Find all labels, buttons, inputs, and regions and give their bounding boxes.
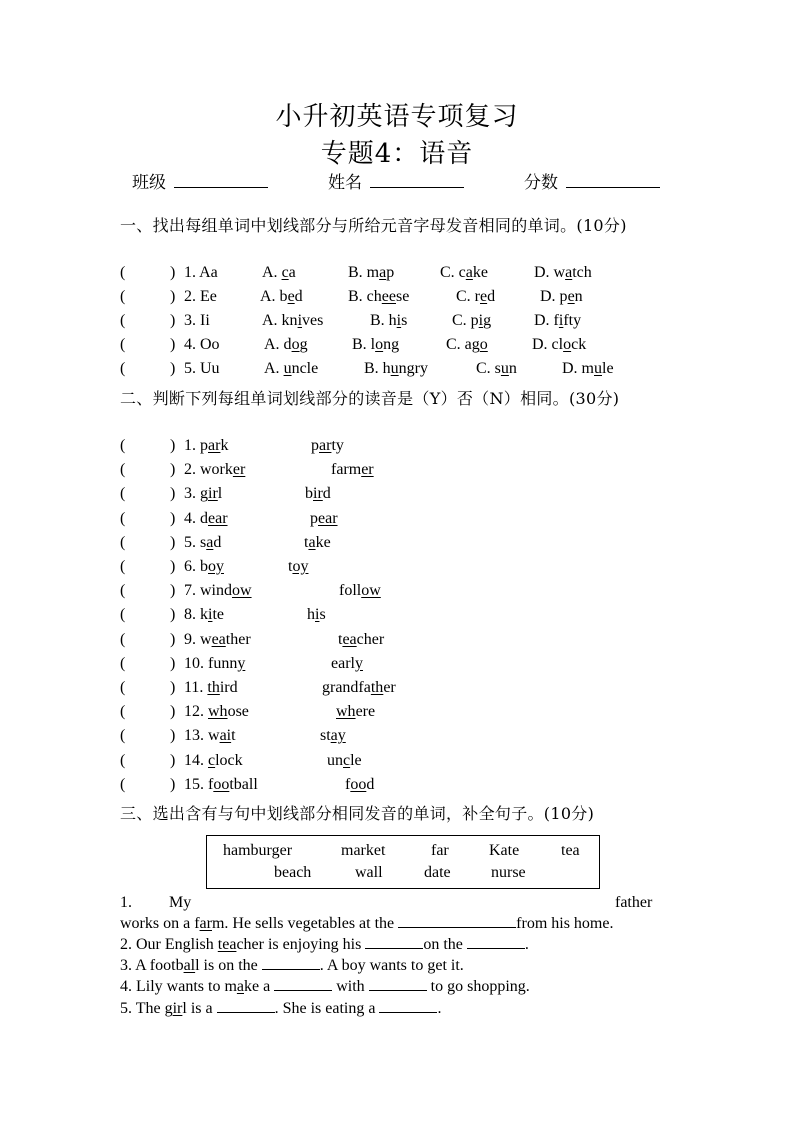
answer-paren-open[interactable]: (: [120, 606, 126, 624]
answer-paren-close: ): [170, 775, 176, 793]
compare-word: farmer: [331, 461, 374, 479]
option-b: B. his: [370, 312, 408, 329]
name-blank[interactable]: [370, 173, 464, 188]
answer-paren-close: ): [170, 558, 176, 575]
score-label: 分数: [524, 173, 558, 193]
answer-paren-open[interactable]: (: [120, 533, 126, 551]
answer-paren-open[interactable]: (: [120, 437, 126, 454]
compare-word: early: [331, 654, 363, 672]
option-c: C. pig: [452, 312, 492, 329]
answer-blank[interactable]: [365, 934, 423, 949]
answer-blank[interactable]: [379, 998, 437, 1013]
part2-question: [120, 631, 720, 655]
answer-paren-open[interactable]: (: [120, 630, 126, 648]
question-number: 5. sad: [184, 533, 222, 551]
compare-word: grandfather: [322, 679, 396, 696]
part3-heading: 三、选出含有与句中划线部分相同发音的单词，补全句子。(10分): [120, 804, 595, 823]
part2-heading: 二、判断下列每组单词划线部分的读音是（Y）否（N）相同。(30分): [120, 389, 620, 408]
sentence-5: 5. The girl is a . She is eating a .: [120, 1000, 442, 1017]
word-bank-item: market: [341, 842, 386, 859]
word-bank-item: hamburger: [223, 842, 293, 859]
question-number: 6. boy: [184, 558, 224, 575]
option-b: B. hungry: [364, 360, 428, 377]
question-number: 8. kite: [184, 606, 224, 624]
answer-paren-open[interactable]: (: [120, 679, 126, 696]
page-subtitle: 专题4：语音: [320, 139, 474, 169]
part2-question: [120, 727, 720, 751]
answer-paren-open[interactable]: (: [120, 360, 126, 377]
compare-word: party: [311, 437, 344, 454]
question-number: 1. Aa: [184, 264, 218, 281]
sentence-1-cont: works on a farm. He sells vegetables at the from his home.: [120, 915, 614, 932]
question-number: 12. whose: [184, 703, 249, 721]
part1-heading: 一、找出每组单词中划线部分与所给元音字母发音相同的单词。(10分): [120, 216, 627, 235]
question-number: 15. football: [184, 775, 258, 793]
part2-question: [120, 655, 720, 679]
part1-question: [120, 336, 720, 360]
answer-paren-close: ): [170, 751, 176, 769]
option-b: B. long: [352, 336, 400, 353]
score-blank[interactable]: [566, 173, 660, 188]
answer-paren-open[interactable]: (: [120, 485, 126, 503]
student-info-row: [0, 168, 794, 192]
answer-paren-close: ): [170, 727, 176, 745]
word-bank-item: tea: [561, 842, 580, 859]
sentence-1: 1. My father: [120, 894, 653, 911]
part2-question: [120, 776, 720, 800]
question-number: 13. wait: [184, 727, 236, 745]
part2-question: [120, 606, 720, 630]
answer-paren-close: ): [170, 582, 176, 600]
answer-paren-close: ): [170, 288, 176, 305]
answer-paren-open[interactable]: (: [120, 751, 126, 769]
question-number: 1. park: [184, 437, 229, 454]
question-number: 4. Oo: [184, 336, 220, 353]
word-bank-item: nurse: [491, 864, 526, 881]
compare-word: uncle: [327, 751, 362, 769]
question-number: 9. weather: [184, 630, 251, 648]
answer-paren-open[interactable]: (: [120, 582, 126, 600]
part2-question: [120, 752, 720, 776]
sentence-3: 3. A football is on the . A boy wants to get it.: [120, 957, 464, 974]
sentence-2: 2. Our English teacher is enjoying his on the .: [120, 936, 529, 953]
option-c: C. ago: [446, 336, 488, 353]
question-number: 4. dear: [184, 509, 228, 527]
answer-paren-close: ): [170, 485, 176, 503]
question-number: 3. girl: [184, 485, 223, 503]
answer-paren-close: ): [170, 437, 176, 454]
question-number: 14. clock: [184, 751, 243, 769]
answer-paren-close: ): [170, 461, 176, 479]
answer-blank[interactable]: [398, 913, 516, 928]
answer-paren-close: ): [170, 703, 176, 721]
class-blank[interactable]: [174, 173, 268, 188]
option-a: A. dog: [264, 336, 308, 353]
part1-question: [120, 264, 720, 288]
answer-blank[interactable]: [217, 998, 275, 1013]
part2-question: [120, 510, 720, 534]
class-label: 班级: [132, 173, 166, 193]
question-number: 2. worker: [184, 461, 246, 479]
answer-paren-close: ): [170, 630, 176, 648]
question-number: 10. funny: [184, 654, 246, 672]
answer-paren-open[interactable]: (: [120, 288, 126, 305]
answer-paren-open[interactable]: (: [120, 775, 126, 793]
part2-question: [120, 437, 720, 461]
answer-blank[interactable]: [369, 976, 427, 991]
answer-paren-close: ): [170, 606, 176, 624]
name-label: 姓名: [328, 173, 362, 193]
answer-paren-open[interactable]: (: [120, 461, 126, 479]
question-number: 5. Uu: [184, 360, 220, 377]
question-number: 7. window: [184, 582, 252, 600]
word-bank-item: Kate: [489, 842, 520, 859]
answer-paren-close: ): [170, 654, 176, 672]
part2-question: [120, 534, 720, 558]
word-bank-item: wall: [355, 864, 383, 881]
answer-paren-open[interactable]: (: [120, 654, 126, 672]
part2-question: [120, 485, 720, 509]
compare-word: teacher: [338, 630, 385, 648]
answer-paren-open[interactable]: (: [120, 312, 126, 329]
compare-word: food: [345, 775, 375, 793]
answer-paren-close: ): [170, 533, 176, 551]
option-c: C. sun: [476, 360, 517, 377]
answer-blank[interactable]: [262, 955, 320, 970]
answer-blank[interactable]: [467, 934, 525, 949]
part2-question: [120, 461, 720, 485]
answer-paren-open[interactable]: (: [120, 558, 126, 575]
part1-question: [120, 312, 720, 336]
option-d: D. watch: [534, 264, 592, 281]
compare-word: take: [304, 533, 331, 551]
compare-word: bird: [305, 485, 331, 503]
compare-word: where: [336, 703, 376, 721]
class-field[interactable]: [132, 168, 268, 193]
option-a: A. uncle: [264, 360, 319, 377]
word-bank-item: date: [424, 864, 451, 881]
word-bank-item: beach: [274, 864, 312, 881]
option-c: C. red: [456, 288, 496, 305]
compare-word: his: [307, 606, 326, 624]
option-d: D. pen: [540, 288, 583, 305]
part1-question: [120, 288, 720, 312]
part2-question: [120, 703, 720, 727]
option-b: B. cheese: [348, 288, 410, 305]
answer-paren-close: ): [170, 264, 176, 281]
question-number: 3. Ii: [184, 312, 210, 329]
sentence-4: 4. Lily wants to make a with to go shopping.: [120, 978, 530, 995]
answer-paren-close: ): [170, 360, 176, 377]
question-number: 11. third: [184, 679, 238, 696]
question-number: 2. Ee: [184, 288, 217, 305]
part2-question: [120, 679, 720, 703]
answer-paren-open[interactable]: (: [120, 509, 126, 527]
answer-paren-close: ): [170, 336, 176, 353]
page-title: 小升初英语专项复习: [275, 102, 519, 132]
word-bank: [206, 835, 600, 889]
part2-question: [120, 582, 720, 606]
option-b: B. map: [348, 264, 395, 281]
answer-paren-close: ): [170, 679, 176, 696]
option-d: D. mule: [562, 360, 614, 377]
option-c: C. cake: [440, 264, 488, 281]
part1-question: [120, 360, 720, 384]
answer-paren-open[interactable]: (: [120, 336, 126, 353]
option-a: A. bed: [260, 288, 303, 305]
compare-word: follow: [339, 582, 381, 600]
compare-word: pear: [310, 509, 338, 527]
option-a: A. ca: [262, 264, 296, 281]
answer-paren-open[interactable]: (: [120, 727, 126, 745]
score-field[interactable]: [524, 168, 660, 193]
option-d: D. clock: [532, 336, 587, 353]
answer-paren-open[interactable]: (: [120, 703, 126, 721]
answer-paren-close: ): [170, 312, 176, 329]
name-field[interactable]: [328, 168, 464, 193]
answer-blank[interactable]: [274, 976, 332, 991]
option-d: D. fifty: [534, 312, 582, 329]
answer-paren-close: ): [170, 509, 176, 527]
part2-question: [120, 558, 720, 582]
compare-word: stay: [320, 727, 346, 745]
word-bank-item: far: [431, 842, 449, 859]
answer-paren-open[interactable]: (: [120, 264, 126, 281]
compare-word: toy: [288, 558, 309, 575]
option-a: A. knives: [262, 312, 324, 329]
